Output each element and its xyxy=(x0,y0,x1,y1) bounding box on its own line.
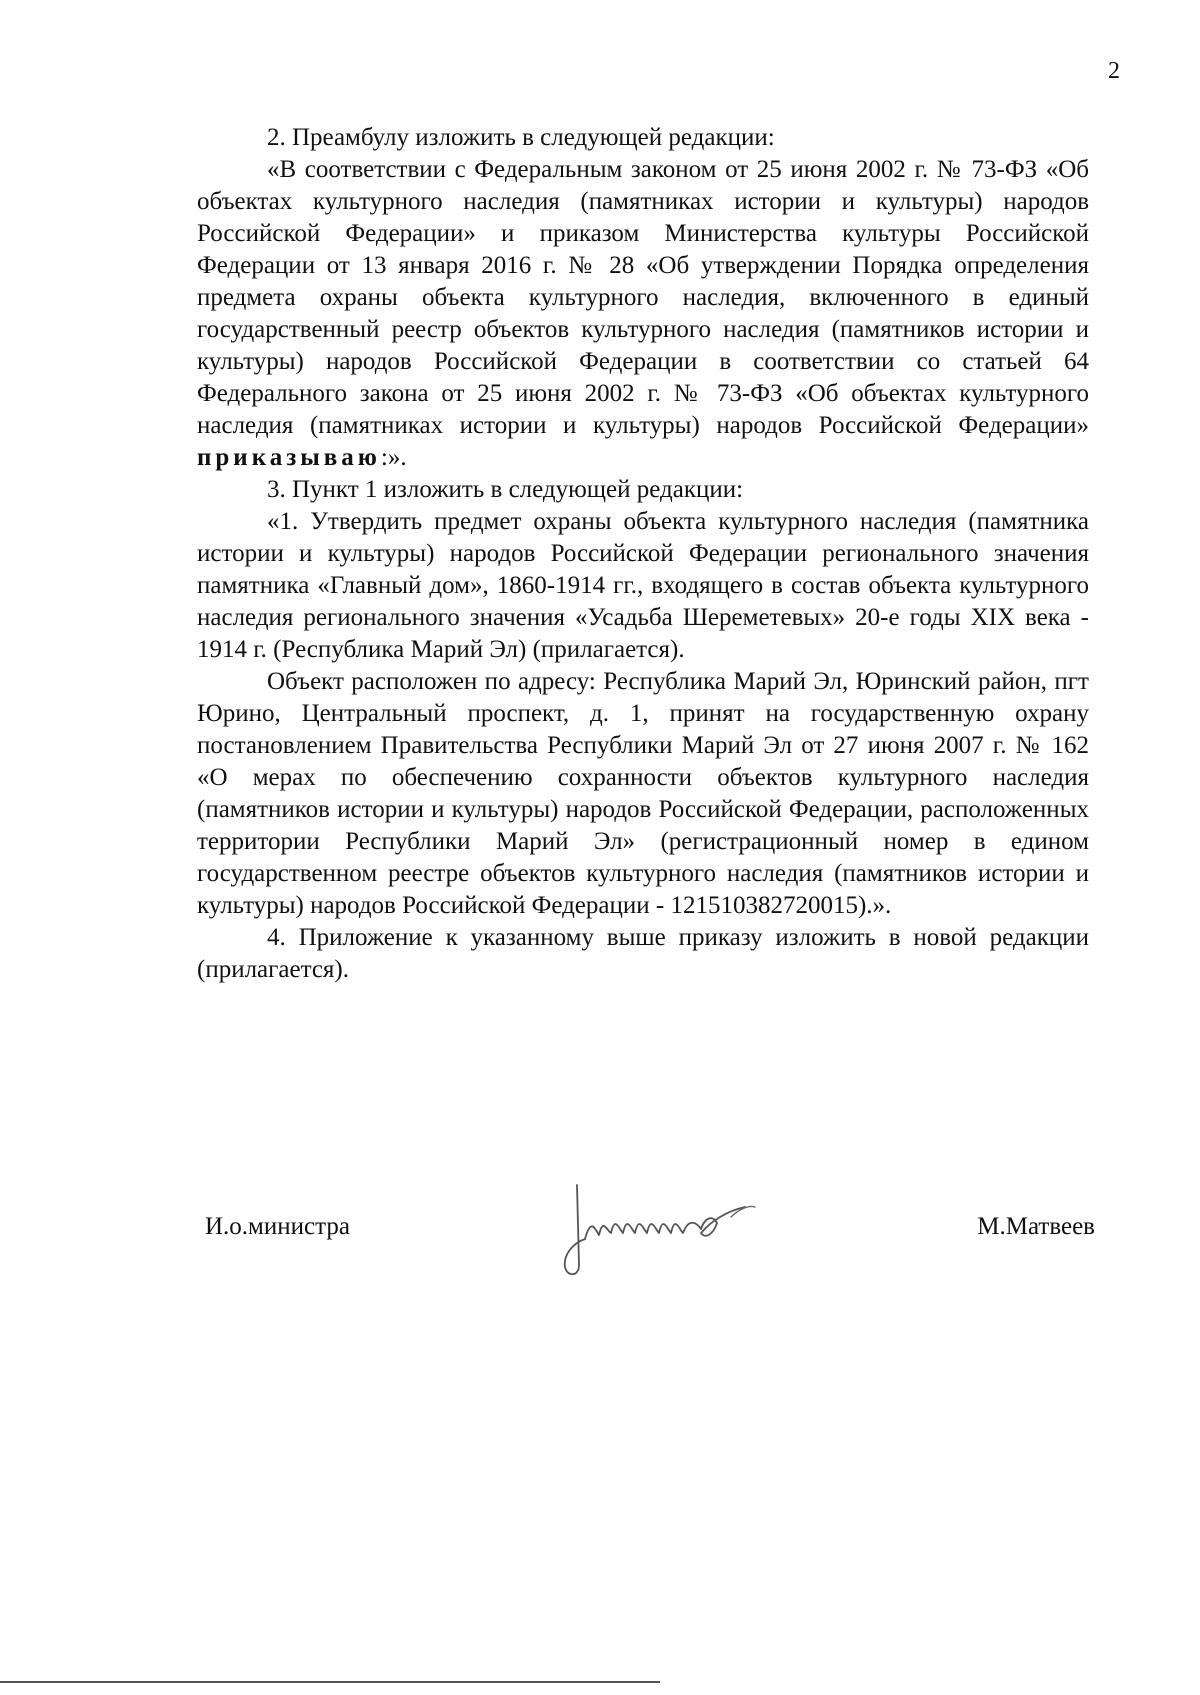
paragraph-object-location: Объект расположен по адресу: Республика Марий Эл, Юринский район, пгт Юрино, Центральный проспект, д. 1, принят на государственную охрану постановлением Правительства Республики Марий Эл от 27 июня 2007 г. № 162 «О мерах по обеспечению сохранности объектов культурного наследия (памятников истории и культуры) народов Российской Федерации, расположенных территории Республики Марий Эл» (регистрационный номер в едином государственном реестре объектов культурного наследия (памятников истории и культуры) народов Российской Федерации - 121510382720015).». xyxy=(197,668,1089,919)
preamble-text-main: «В соответствии с Федеральным законом от 25 июня 2002 г. № 73-ФЗ «Об объектах культурного наследия (памятниках истории и культуры) народов Российской Федерации» и приказом Министерства культуры Российской Федерации от 13 января 2016 г. № 28 «Об утверждении Порядка определения предмета охраны объекта культурного наследия, включенного в единый государственный реестр объектов культурного наследия (памятников истории и культуры) народов Российской Федерации в соответствии со статьей 64 Федерального закона от 25 июня 2002 г. № 73-ФЗ «Об объектах культурного наследия (памятниках истории и культуры) народов Российской Федерации» xyxy=(197,156,1089,439)
preamble-text-end: :». xyxy=(380,444,407,471)
paragraph-appendix: 4. Приложение к указанному выше приказу изложить в новой редакции (прилагается). xyxy=(197,924,1089,983)
page-number: 2 xyxy=(1108,58,1120,84)
paragraph-item1-instruction: 3. Пункт 1 изложить в следующей редакции: xyxy=(267,476,744,503)
order-keyword: приказываю xyxy=(197,444,381,471)
document-body xyxy=(197,122,1089,986)
signatory-name: М.Матвеев xyxy=(977,1213,1095,1240)
paragraph-preamble-text xyxy=(197,154,1089,474)
paragraph-item1-text: «1. Утвердить предмет охраны объекта культурного наследия (памятника истории и культуры) народов Российской Федерации регионального значения памятника «Главный дом», 1860-1914 гг., входящего в состав объекта культурного наследия регионального значения «Усадьба Шереметевых» 20-е годы XIX века - 1914 г. (Республика Марий Эл) (прилагается). xyxy=(197,508,1089,663)
signature-block xyxy=(205,1195,1095,1305)
handwritten-signature xyxy=(555,1177,775,1282)
footer-rule xyxy=(0,1681,660,1683)
paragraph-preamble-instruction: 2. Преамбулу изложить в следующей редакции: xyxy=(267,124,775,151)
signatory-position: И.о.министра xyxy=(205,1213,350,1240)
